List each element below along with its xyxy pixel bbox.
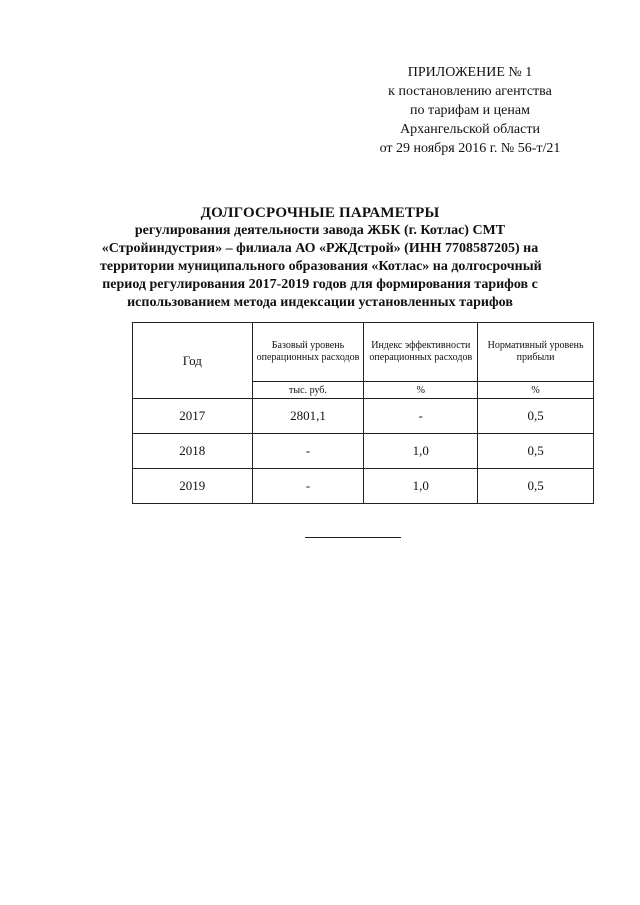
header-efficiency-index: Индекс эффективности операционных расходов [364, 323, 478, 382]
cell-base: - [252, 469, 364, 504]
appendix-heading: ПРИЛОЖЕНИЕ № 1 [407, 65, 533, 80]
cell-base: - [252, 434, 364, 469]
parameters-table [132, 322, 594, 504]
cell-year: 2018 [133, 434, 253, 469]
title-line: территории муниципального образования «Котлас» на долгосрочный [100, 259, 542, 274]
title-main: ДОЛГОСРОЧНЫЕ ПАРАМЕТРЫ [200, 205, 440, 221]
header-base-level: Базовый уровень операционных расходов [252, 323, 364, 382]
cell-profit: 0,5 [478, 399, 594, 434]
closing-divider [305, 537, 401, 538]
cell-profit: 0,5 [478, 434, 594, 469]
cell-index: 1,0 [364, 434, 478, 469]
title-line: регулирования деятельности завода ЖБК (г. Котлас) СМТ [134, 223, 506, 238]
unit-profit: % [478, 382, 594, 399]
title-line: «Стройиндустрия» – филиала АО «РЖДстрой» (ИНН 7708587205) на [101, 241, 539, 256]
appendix-line: к постановлению агентства [388, 84, 552, 99]
header-year: Год [133, 323, 253, 399]
cell-year: 2019 [133, 469, 253, 504]
appendix-line: по тарифам и ценам [410, 103, 530, 118]
unit-base: тыс. руб. [252, 382, 364, 399]
header-profit-level: Нормативный уровень прибыли [478, 323, 594, 382]
appendix-line: Архангельской области [400, 122, 540, 137]
table-header-row [133, 323, 594, 382]
unit-index: % [364, 382, 478, 399]
cell-profit: 0,5 [478, 469, 594, 504]
appendix-date-line: от 29 ноября 2016 г. № 56-т/21 [379, 141, 561, 156]
document-title [100, 204, 540, 312]
cell-year: 2017 [133, 399, 253, 434]
table-row [133, 399, 594, 434]
cell-index: - [364, 399, 478, 434]
appendix-block [355, 63, 585, 158]
cell-index: 1,0 [364, 469, 478, 504]
table-row [133, 469, 594, 504]
title-line: период регулирования 2017-2019 годов для формирования тарифов с [102, 277, 538, 292]
cell-base: 2801,1 [252, 399, 364, 434]
table-row [133, 434, 594, 469]
title-line: использованием метода индексации установленных тарифов [127, 295, 513, 310]
